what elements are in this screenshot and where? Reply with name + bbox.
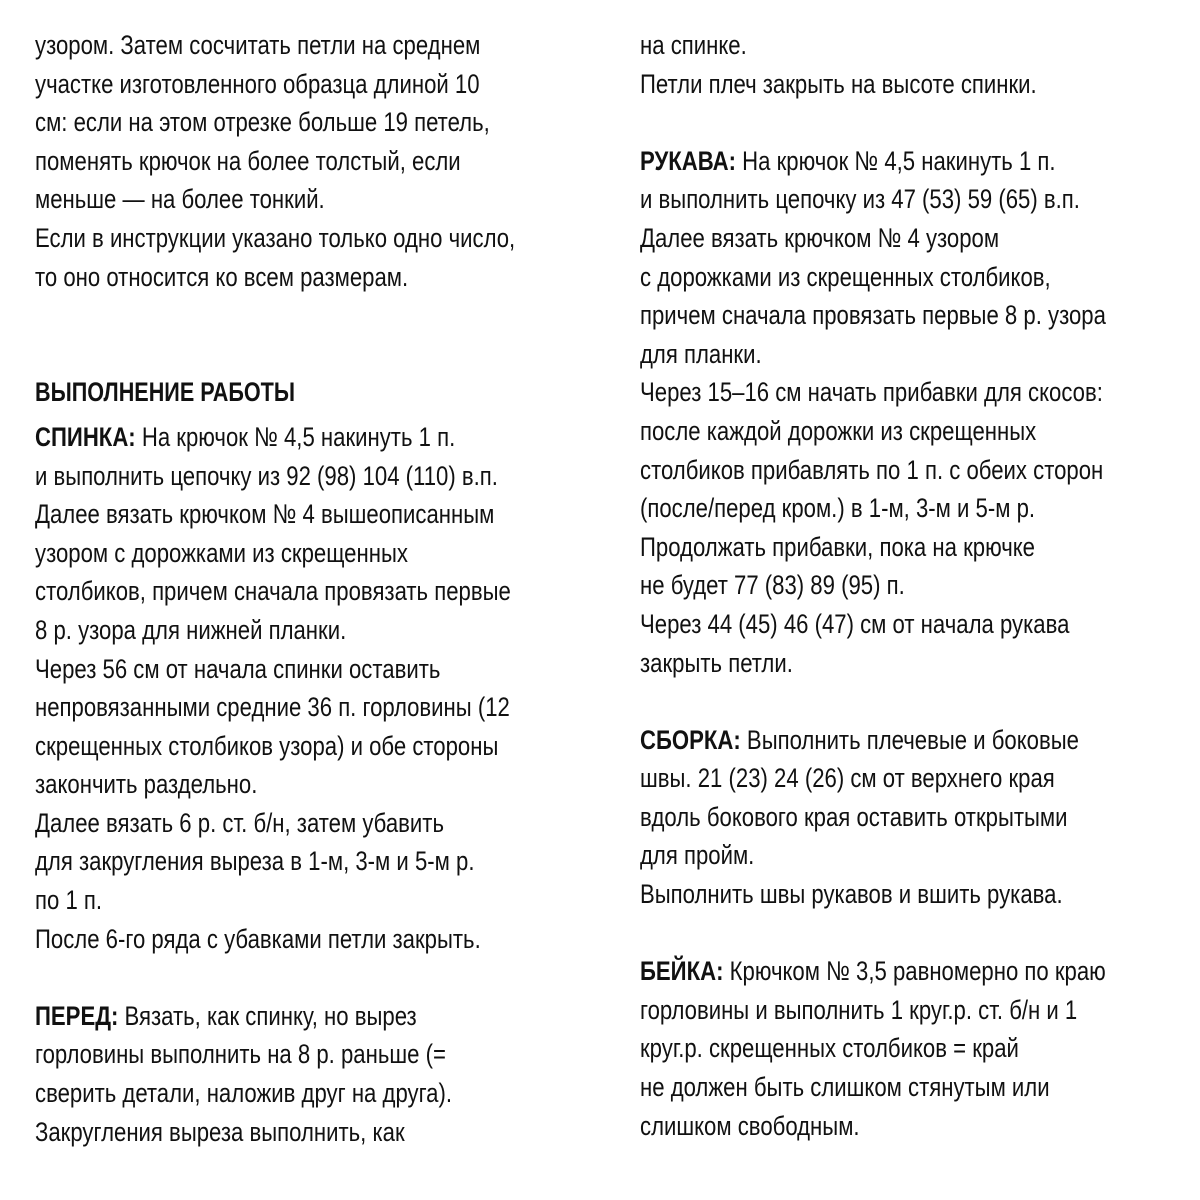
intro-paragraph [35,26,595,296]
rukava-line: закрыть петли. [640,647,793,678]
spinka-line: Через 56 см от начала спинки оставить [35,653,441,684]
spinka-first-text: На крючок № 4,5 накинуть 1 п. [135,421,456,452]
sborka-line: для пройм. [640,840,755,871]
continuation-paragraph [640,26,1180,103]
spinka-line: Далее вязать крючком № 4 вышеописанным [35,499,495,530]
rukava-line: Далее вязать крючком № 4 узором [640,222,1000,253]
rukava-line: с дорожками из скрещенных столбиков, [640,261,1051,292]
rukava-line: после каждой дорожки из скрещенных [640,415,1037,446]
sborka-first-line [640,721,1083,760]
rukava-line: и выполнить цепочку из 47 (53) 59 (65) в.п. [640,184,1080,215]
section-heading: ВЫПОЛНЕНИЕ РАБОТЫ [35,377,296,408]
beyka-line: не должен быть слишком стянутым или [640,1072,1050,1103]
rukava-first-text: На крючок № 4,5 накинуть 1 п. [736,145,1056,176]
intro-line: поменять крючок на более толстый, если [35,145,461,176]
spinka-section [35,418,595,958]
rukava-line: столбиков прибавлять по 1 п. с обеих сторон [640,454,1104,485]
pered-first-text: Вязать, как спинку, но вырез [118,1000,417,1031]
spinka-line: 8 р. узора для нижней планки. [35,614,347,645]
continuation-line: Петли плеч закрыть на высоте спинки. [640,68,1037,99]
intro-line: меньше — на более тонкий. [35,184,325,215]
intro-line: узором. Затем сосчитать петли на среднем [35,30,481,60]
left-column [35,26,595,1151]
right-column [640,26,1180,1145]
spinka-line: по 1 п. [35,885,103,916]
sborka-line: швы. 21 (23) 24 (26) см от верхнего края [640,763,1055,794]
beyka-label: БЕЙКА: [640,956,724,987]
rukava-label: РУКАВА: [640,145,737,176]
sborka-line: Выполнить швы рукавов и вшить рукава. [640,879,1063,910]
rukava-line: причем сначала провязать первые 8 р. узора [640,300,1106,331]
pered-line: сверить детали, наложив друг на друга). [35,1078,453,1109]
intro-line: то оно относится ко всем размерам. [35,261,409,292]
rukava-first-line [640,142,1083,181]
beyka-first-line [640,952,1106,991]
pered-label: ПЕРЕД: [35,1000,119,1031]
sborka-line: вдоль бокового края оставить открытыми [640,801,1068,832]
spinka-line: столбиков, причем сначала провязать первые [35,576,511,607]
continuation-line: на спинке. [640,30,747,60]
pered-first-line [35,997,494,1036]
spinka-line: непровязанными средние 36 п. горловины (12 [35,692,510,723]
rukava-line: Через 44 (45) 46 (47) см от начала рукава [640,608,1070,639]
pered-line: Закругления выреза выполнить, как [35,1116,405,1147]
sborka-section [640,721,1180,914]
spinka-first-line [35,418,494,457]
spinka-line: и выполнить цепочку из 92 (98) 104 (110) в.п. [35,460,498,491]
intro-line: см: если на этом отрезке больше 19 петель, [35,107,490,138]
rukava-line: не будет 77 (83) 89 (95) п. [640,570,905,601]
spinka-label: СПИНКА: [35,421,136,452]
spinka-line: узором с дорожками из скрещенных [35,537,408,568]
intro-line: Если в инструкции указано только одно число, [35,222,516,253]
sborka-first-text: Выполнить плечевые и боковые [740,724,1079,755]
spinka-line: для закругления выреза в 1-м, 3-м и 5-м р. [35,846,475,877]
spinka-line: скрещенных столбиков узора) и обе стороны [35,730,499,761]
rukava-line: для планки. [640,338,762,369]
rukava-line: Продолжать прибавки, пока на крючке [640,531,1035,562]
beyka-first-text: Крючком № 3,5 равномерно по краю [723,956,1106,987]
intro-line: участке изготовленного образца длиной 10 [35,68,480,99]
rukava-line: (после/перед кром.) в 1-м, 3-м и 5-м р. [640,493,1036,524]
spinka-line: Далее вязать 6 р. ст. б/н, затем убавить [35,807,444,838]
pered-line: горловины выполнить на 8 р. раньше (= [35,1039,446,1070]
sborka-label: СБОРКА: [640,724,741,755]
spinka-line: После 6-го ряда с убавками петли закрыть. [35,923,481,954]
spinka-line: закончить раздельно. [35,769,258,800]
rukava-line: Через 15–16 см начать прибавки для скосов: [640,377,1103,408]
beyka-line: слишком свободным. [640,1110,860,1141]
beyka-line: горловины и выполнить 1 круг.р. ст. б/н и 1 [640,994,1078,1025]
pered-section [35,997,595,1151]
beyka-line: круг.р. скрещенных столбиков = край [640,1033,1019,1064]
rukava-section [640,142,1180,682]
beyka-section [640,952,1180,1145]
